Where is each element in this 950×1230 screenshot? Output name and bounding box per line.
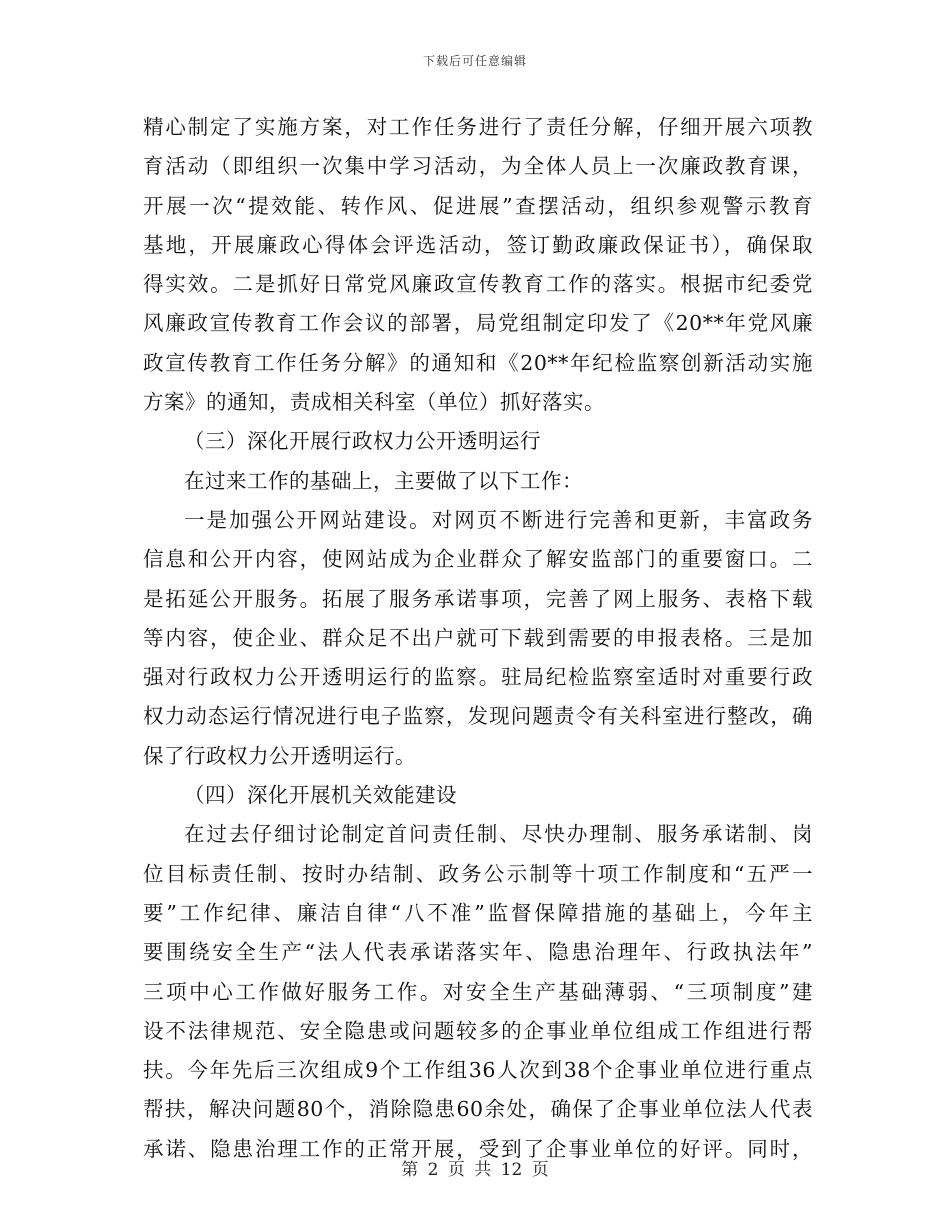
text-line: 保了行政权力公开透明运行。	[143, 743, 416, 768]
text-line: 要围绕安全生产“法人代表承诺落实年、隐患治理年、行政执法年”	[143, 940, 813, 965]
text-line: 三项中心工作做好服务工作。对安全生产基础薄弱、“三项制度”建	[143, 979, 813, 1004]
text-line: 权力动态运行情况进行电子监察，发现问题责令有关科室进行整改，确	[143, 704, 813, 729]
text-line: 得实效。二是抓好日常党风廉政宣传教育工作的落实。根据市纪委党	[143, 272, 813, 297]
text-line: 承诺、隐患治理工作的正常开展，受到了企事业单位的好评。同时，	[143, 1136, 813, 1161]
text-line: 在过去仔细讨论制定首问责任制、尽快办理制、服务承诺制、岗	[184, 822, 813, 847]
text-line: 开展一次“提效能、转作风、促进展”查摆活动，组织参观警示教育	[143, 193, 813, 218]
page-header-note: 下载后可任意编辑	[422, 54, 527, 68]
page-number: 第 2 页 共 12 页	[401, 1160, 549, 1180]
text-line: 方案》的通知，责成相关科室（单位）抓好落实。	[143, 390, 605, 415]
text-line: 育活动（即组织一次集中学习活动，为全体人员上一次廉政教育课，	[143, 154, 813, 179]
text-line: 是拓延公开服务。拓展了服务承诺事项，完善了网上服务、表格下载	[143, 586, 813, 611]
text-line: 精心制定了实施方案，对工作任务进行了责任分解，仔细开展六项教	[143, 115, 813, 139]
text-line: 风廉政宣传教育工作会议的部署，局党组制定印发了《20**年党风廉	[143, 311, 813, 336]
section-heading: （四）深化开展机关效能建设	[184, 783, 457, 808]
text-line: 信息和公开内容，使网站成为企业群众了解安监部门的重要窗口。二	[143, 547, 813, 572]
text-line: 一是加强公开网站建设。对网页不断进行完善和更新，丰富政务	[184, 507, 813, 532]
text-line: 基地，开展廉政心得体会评选活动，签订勤政廉政保证书），确保取	[143, 232, 813, 257]
text-line: 帮扶，解决问题80个，消除隐患60余处，确保了企事业单位法人代表	[143, 1097, 813, 1122]
text-line: 等内容，使企业、群众足不出户就可下载到需要的申报表格。三是加	[143, 625, 813, 650]
text-line: 位目标责任制、按时办结制、政务公示制等十项工作制度和“五严一	[143, 861, 813, 886]
text-line: 要”工作纪律、廉洁自律“八不准”监督保障措施的基础上，今年主	[143, 900, 813, 925]
text-line: 扶。今年先后三次组成9个工作组36人次到38个企事业单位进行重点	[143, 1058, 813, 1083]
text-line: 强对行政权力公开透明运行的监察。驻局纪检监察室适时对重要行政	[143, 665, 813, 690]
document-body	[143, 108, 813, 1169]
text-line: 政宣传教育工作任务分解》的通知和《20**年纪检监察创新活动实施	[143, 350, 813, 375]
section-heading: （三）深化开展行政权力公开透明运行	[184, 429, 541, 454]
text-line: 设不法律规范、安全隐患或问题较多的企事业单位组成工作组进行帮	[143, 1018, 813, 1043]
text-line: 在过来工作的基础上，主要做了以下工作：	[184, 468, 583, 493]
